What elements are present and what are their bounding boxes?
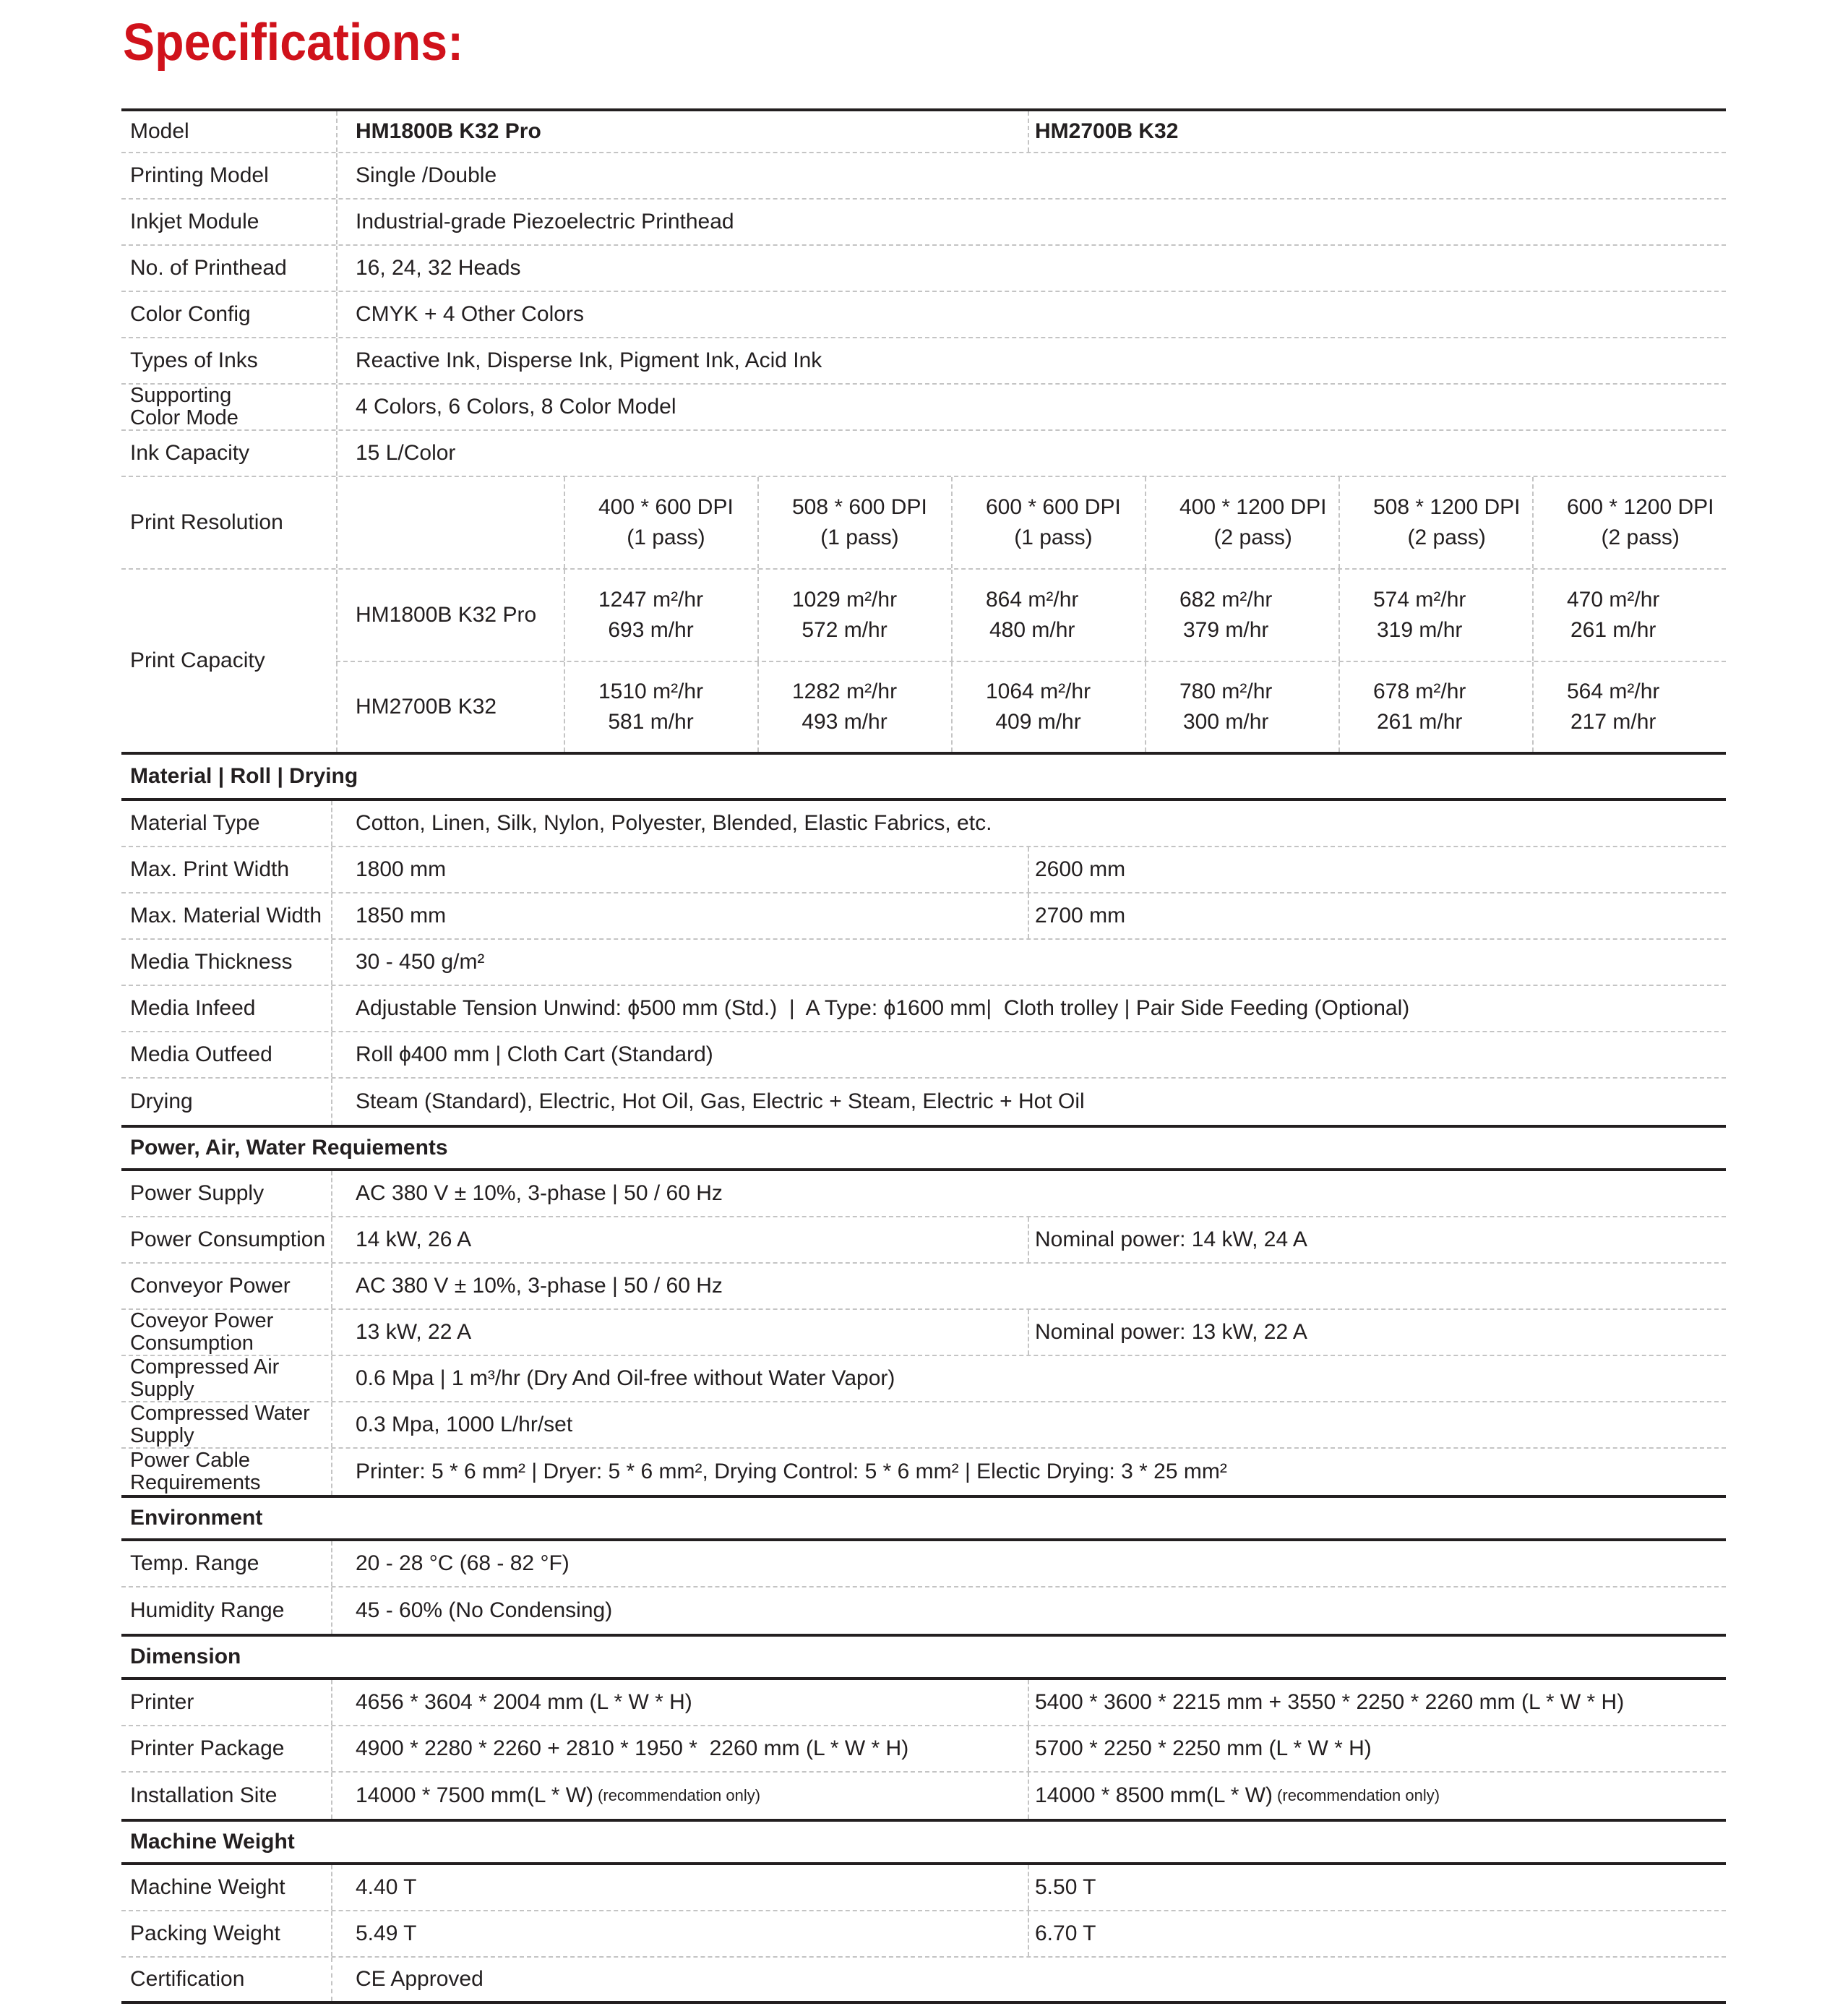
spec-row-printer-dimension [121,1680,1726,1726]
spec-table [121,108,1726,2004]
row-label: Certification [130,1967,245,1991]
row-label: Compressed Water Supply [130,1402,310,1447]
row-value: AC 380 V ± 10%, 3-phase | 50 / 60 Hz [356,1181,723,1205]
row-label: Power Consumption [130,1227,326,1251]
spec-row-media-outfeed [121,1032,1726,1079]
value-model-b: 6.70 T [1035,1921,1096,1945]
row-value: 0.6 Mpa | 1 m³/hr (Dry And Oil-free without Water Vapor) [356,1366,895,1390]
row-label: Machine Weight [130,1875,285,1899]
row-label: Conveyor Power [130,1274,291,1298]
capacity-cell: 564 m²/hr 217 m/hr [1567,680,1660,734]
row-label: Max. Print Width [130,857,290,881]
spec-row-machine-weight [121,1865,1726,1911]
row-label: Installation Site [130,1783,278,1807]
capacity-cell: 1247 m²/hr 693 m/hr [598,588,704,642]
spec-row-conveyor-power [121,1264,1726,1310]
row-label: Media Infeed [130,996,256,1020]
spec-row-print-resolution [121,477,1726,570]
value-model-b: 2700 mm [1035,904,1126,927]
section-heading-power: Power, Air, Water Requiements [121,1125,1726,1171]
spec-row-certification [121,1958,1726,2004]
recommendation-note: (recommendation only) [598,1786,761,1804]
row-label: Model [130,119,189,143]
resolution-col: 508 * 600 DPI (1 pass) [792,495,927,549]
spec-row-color-config [121,292,1726,338]
value-model-a: 4900 * 2280 * 2260 + 2810 * 1950 * 2260 mm (L * W * H) [356,1736,909,1760]
recommendation-note: (recommendation only) [1277,1786,1440,1804]
capacity-cell: 470 m²/hr 261 m/hr [1567,588,1660,642]
capacity-cell: 1282 m²/hr 493 m/hr [792,680,898,734]
value-model-b: 2600 mm [1035,857,1126,881]
capacity-model-name: HM2700B K32 [356,695,497,719]
row-value: CMYK + 4 Other Colors [356,302,584,326]
row-label: Printing Model [130,163,269,187]
spec-row-material-type [121,801,1726,847]
row-label: Print Capacity [130,648,265,672]
capacity-model-row [336,662,1726,752]
spec-row-installation-site [121,1773,1726,1819]
spec-row-ink-capacity [121,431,1726,477]
resolution-col: 600 * 600 DPI (1 pass) [986,495,1121,549]
row-label: Printer Package [130,1736,285,1760]
row-value: 30 - 450 g/m² [356,950,485,974]
spec-row-print-capacity [121,570,1726,755]
capacity-cell: 682 m²/hr 379 m/hr [1179,588,1273,642]
spec-row-max-print-width [121,847,1726,894]
spec-row-power-supply [121,1171,1726,1217]
section-heading-environment: Environment [121,1495,1726,1541]
row-value: Industrial-grade Piezoelectric Printhead [356,210,734,233]
row-label: Types of Inks [130,348,258,372]
value-model-a: 14000 * 7500 mm(L * W) (recommendation only) [356,1783,761,1807]
spec-row-compressed-air [121,1356,1726,1402]
value-model-b: Nominal power: 13 kW, 22 A [1035,1320,1307,1344]
row-label: Coveyor Power Consumption [130,1309,274,1355]
value-model-b: Nominal power: 14 kW, 24 A [1035,1227,1307,1251]
resolution-col: 400 * 600 DPI (1 pass) [598,495,734,549]
row-value: Single /Double [356,163,497,187]
row-value: 20 - 28 °C (68 - 82 °F) [356,1551,570,1575]
spec-row-temp [121,1541,1726,1587]
row-value: 45 - 60% (No Condensing) [356,1598,613,1622]
row-value: AC 380 V ± 10%, 3-phase | 50 / 60 Hz [356,1274,723,1298]
spec-row-media-thickness [121,940,1726,986]
spec-row-inkjet-module [121,200,1726,246]
capacity-cell: 1029 m²/hr 572 m/hr [792,588,898,642]
row-value: Steam (Standard), Electric, Hot Oil, Gas, Electric + Steam, Electric + Hot Oil [356,1089,1085,1113]
value-model-b: 5.50 T [1035,1875,1096,1899]
value-model-a: 1800 mm [356,857,447,881]
row-label: Ink Capacity [130,441,250,465]
spec-row-power-cable [121,1449,1726,1495]
capacity-cell: 1064 m²/hr 409 m/hr [986,680,1091,734]
row-value: 16, 24, 32 Heads [356,256,521,280]
row-label: Inkjet Module [130,210,259,233]
row-value: 4 Colors, 6 Colors, 8 Color Model [356,395,676,419]
row-label: Print Resolution [130,510,283,534]
row-value: Printer: 5 * 6 mm² | Dryer: 5 * 6 mm², Drying Control: 5 * 6 mm² | Electic Drying: 3 * 25 mm² [356,1460,1227,1483]
row-value: 0.3 Mpa, 1000 L/hr/set [356,1413,573,1436]
capacity-cell: 780 m²/hr 300 m/hr [1179,680,1273,734]
row-label: Media Thickness [130,950,293,974]
row-label: Drying [130,1089,193,1113]
row-label: Temp. Range [130,1551,259,1575]
resolution-col: 600 * 1200 DPI (2 pass) [1567,495,1714,549]
value-model-a: 1850 mm [356,904,447,927]
spec-row-compressed-water [121,1402,1726,1449]
row-label: Printer [130,1690,194,1714]
row-label: Power Cable Requirements [130,1449,261,1494]
row-label: Supporting Color Mode [130,384,238,429]
row-value: CE Approved [356,1967,484,1991]
spec-row-media-infeed [121,986,1726,1032]
value-model-a: 4.40 T [356,1875,417,1899]
row-label: Max. Material Width [130,904,322,927]
section-heading-dimension: Dimension [121,1634,1726,1680]
capacity-cell: 864 m²/hr 480 m/hr [986,588,1079,642]
capacity-cell: 678 m²/hr 261 m/hr [1373,680,1466,734]
row-value: Adjustable Tension Unwind: ϕ500 mm (Std.) | A Type: ϕ1600 mm| Cloth trolley | Pair Side Feeding (Optional) [356,996,1410,1020]
value-model-a: 4656 * 3604 * 2004 mm (L * W * H) [356,1690,692,1714]
section-heading-weight: Machine Weight [121,1819,1726,1865]
capacity-cell: 574 m²/hr 319 m/hr [1373,588,1466,642]
value-model-a: 5.49 T [356,1921,417,1945]
row-value: 15 L/Color [356,441,456,465]
spec-row-model [121,108,1726,153]
spec-row-printheads [121,246,1726,292]
spec-row-drying [121,1079,1726,1125]
row-label: Color Config [130,302,251,326]
value-model-a: 14 kW, 26 A [356,1227,472,1251]
spec-row-power-consumption [121,1217,1726,1264]
spec-row-humidity [121,1587,1726,1634]
value-model-b: 5400 * 3600 * 2215 mm + 3550 * 2250 * 2260 mm (L * W * H) [1035,1690,1625,1714]
spec-row-printer-package [121,1726,1726,1773]
spec-row-ink-types [121,338,1726,385]
row-value: Cotton, Linen, Silk, Nylon, Polyester, Blended, Elastic Fabrics, etc. [356,811,992,835]
spec-row-max-material-width [121,894,1726,940]
capacity-model-row [336,570,1726,662]
row-value: Reactive Ink, Disperse Ink, Pigment Ink, Acid Ink [356,348,822,372]
row-label: Compressed Air Supply [130,1355,280,1401]
spec-row-color-mode [121,385,1726,431]
row-label: Material Type [130,811,260,835]
capacity-model-name: HM1800B K32 Pro [356,603,537,627]
value-model-b: 14000 * 8500 mm(L * W) (recommendation only) [1035,1783,1440,1807]
resolution-col: 508 * 1200 DPI (2 pass) [1373,495,1521,549]
row-label: Power Supply [130,1181,265,1205]
row-label: No. of Printhead [130,256,287,280]
value-model-a: 13 kW, 22 A [356,1320,472,1344]
spec-row-packing-weight [121,1911,1726,1958]
row-label: Packing Weight [130,1921,280,1945]
model-b: HM2700B K32 [1035,119,1179,143]
value-model-b: 5700 * 2250 * 2250 mm (L * W * H) [1035,1736,1372,1760]
section-heading-material: Material | Roll | Drying [121,755,1726,801]
capacity-cell: 1510 m²/hr 581 m/hr [598,680,704,734]
row-label: Media Outfeed [130,1042,272,1066]
row-value: Roll ϕ400 mm | Cloth Cart (Standard) [356,1042,713,1066]
spec-row-conveyor-consumption [121,1310,1726,1356]
model-a: HM1800B K32 Pro [356,119,541,143]
resolution-col: 400 * 1200 DPI (2 pass) [1179,495,1327,549]
page-title: Specifications: [123,14,464,72]
spec-row-printing-model [121,153,1726,200]
row-label: Humidity Range [130,1598,285,1622]
